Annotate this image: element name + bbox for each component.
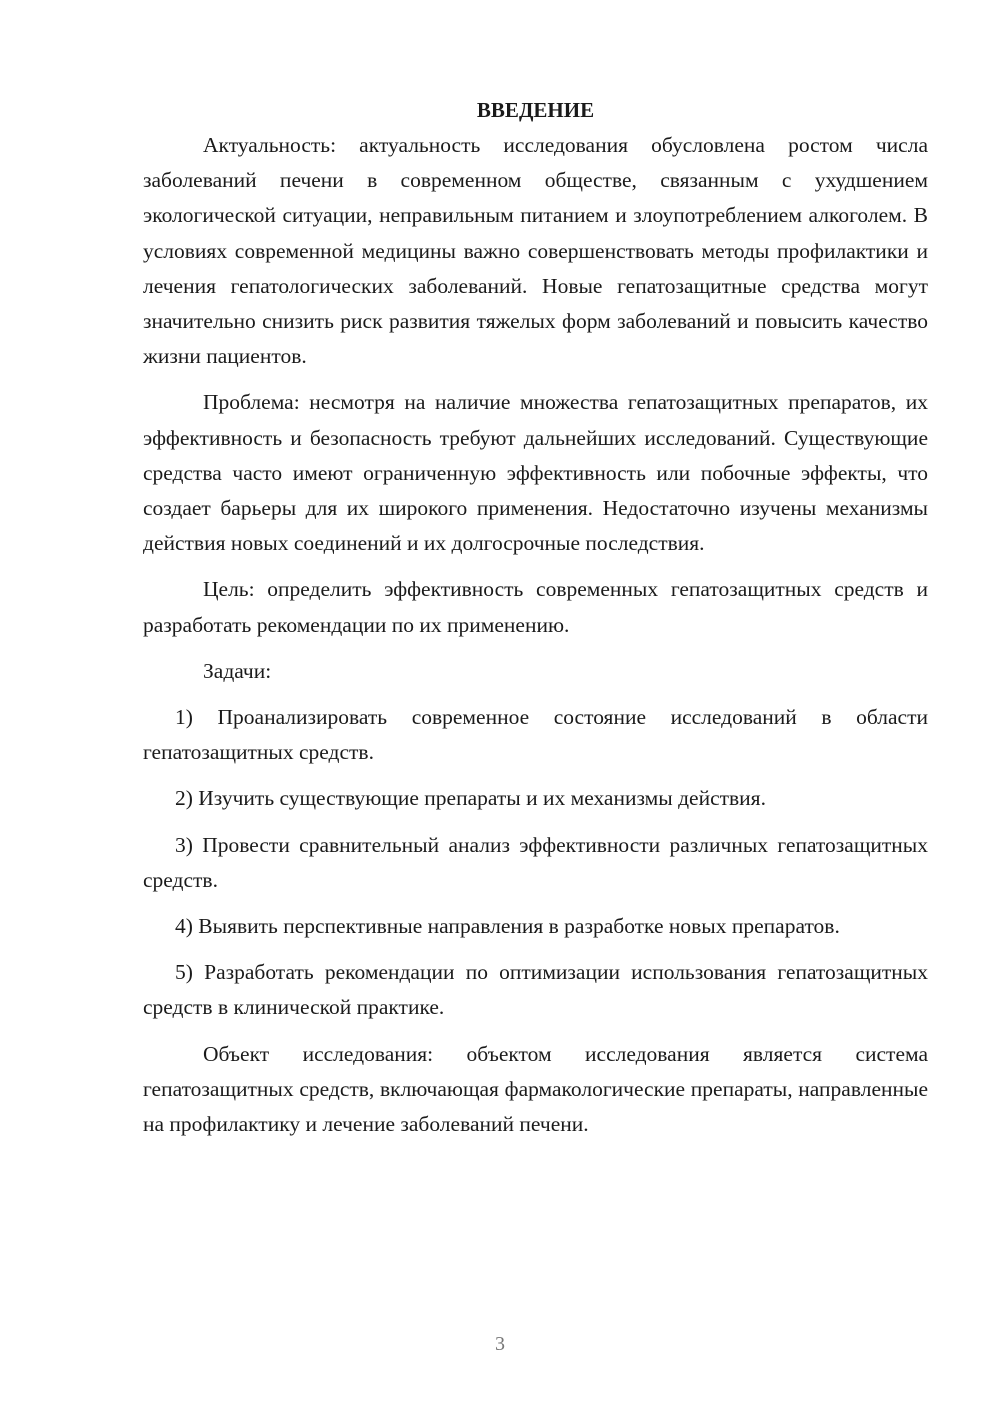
task-item: 5) Разработать рекомендации по оптимизации использования гепатозащитных средств в клинической практике. [143, 960, 928, 1020]
goal-paragraph: Цель: определить эффективность современных гепатозащитных средств и разработать рекомендации по их применению. [143, 577, 928, 637]
problem-paragraph: Проблема: несмотря на наличие множества гепатозащитных препаратов, их эффективность и безопасность требуют дальнейших исследований. Существующие средства часто имеют ограниченную эффективность или побочные эффекты, что создает барьеры для их широкого применения. Недостаточно изучены механизмы действия новых соединений и их долгосрочные последствия. [143, 390, 928, 556]
page-number: 3 [495, 1333, 505, 1355]
section-heading: ВВЕДЕНИЕ [476, 98, 595, 122]
task-item: 2) Изучить существующие препараты и их механизмы действия. [175, 786, 766, 811]
task-item: 4) Выявить перспективные направления в разработке новых препаратов. [175, 914, 840, 939]
task-item: 3) Провести сравнительный анализ эффективности различных гепатозащитных средств. [143, 832, 928, 892]
document-page [143, 93, 928, 1153]
task-item: 1) Проанализировать современное состояние исследований в области гепатозащитных средств. [143, 705, 928, 765]
relevance-paragraph: Актуальность: актуальность исследования обусловлена ростом числа заболеваний печени в современном обществе, связанным с ухудшением экологической ситуации, неправильным питанием и злоупотреблением алкоголем. В условиях современной медицины важно совершенствовать методы профилактики и лечения гепатологических заболеваний. Новые гепатозащитные средства могут значительно снизить риск развития тяжелых форм заболеваний и повысить качество жизни пациентов. [143, 133, 928, 369]
tasks-heading: Задачи: [203, 658, 272, 683]
object-paragraph: Объект исследования: объектом исследования является система гепатозащитных средств, включающая фармакологические препараты, направленные на профилактику и лечение заболеваний печени. [143, 1041, 928, 1137]
